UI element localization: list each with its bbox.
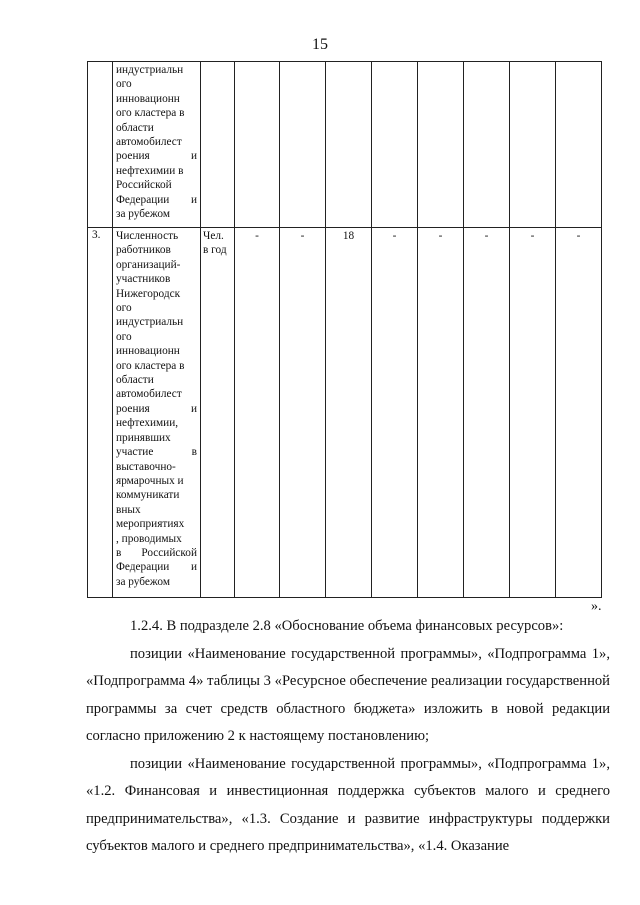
name-line: ого — [116, 78, 132, 91]
name-line: автомобилест — [116, 388, 182, 401]
name-line: Российской — [116, 179, 172, 192]
value-cell — [326, 62, 372, 228]
name-line: области — [116, 121, 154, 134]
value-cell: 18 — [326, 228, 372, 598]
value-cell — [372, 62, 418, 228]
name-line: мероприятиях — [116, 518, 185, 531]
paragraph-2: позиции «Наименование государственной программы», «Подпрограмма 1», «Подпрограмма 4» таблицы 3 «Ресурсное обеспечение реализации государственной программы за счет средств областного бюджета» изложить в новой редакции согласно приложению 2 к настоящему постановлению; — [86, 645, 610, 744]
value-cell — [280, 62, 326, 228]
name-line: в Российской — [116, 546, 197, 559]
name-line: автомобилест — [116, 136, 182, 149]
unit-line: в год — [203, 244, 227, 257]
name-line: за рубежом — [116, 575, 171, 588]
name-line: индустриальн — [116, 316, 184, 329]
name-line: принявших — [116, 431, 171, 444]
value-cell — [510, 62, 556, 228]
name-line: участие в — [116, 446, 197, 459]
value-cell: - — [556, 228, 602, 598]
indicator-name-cell — [113, 228, 201, 598]
row-number-cell — [88, 62, 113, 228]
value-cell — [235, 62, 280, 228]
row-number-cell: 3. — [88, 228, 113, 598]
name-line: индустриальн — [116, 64, 184, 76]
body-text — [86, 613, 610, 861]
name-line: области — [116, 374, 154, 387]
unit-cell — [201, 62, 235, 228]
indicators-table — [87, 61, 602, 598]
table-row-3 — [88, 228, 602, 598]
closing-quote: ». — [591, 599, 602, 614]
table-row-continuation — [88, 62, 602, 228]
name-line: , проводимых — [116, 532, 182, 545]
name-line: Нижегородск — [116, 287, 181, 300]
name-line: организаций- — [116, 258, 181, 271]
name-line: инновационн — [116, 92, 180, 105]
name-line: нефтехимии в — [116, 164, 184, 177]
name-line: выставочно- — [116, 460, 176, 473]
name-line: Федерации и — [116, 561, 197, 574]
value-cell — [418, 62, 464, 228]
name-line: участников — [116, 273, 171, 286]
value-cell: - — [280, 228, 326, 598]
value-cell: - — [510, 228, 556, 598]
name-line: инновационн — [116, 345, 180, 358]
name-line: вных — [116, 503, 141, 516]
value-cell: - — [418, 228, 464, 598]
unit-line: Чел. — [203, 230, 224, 242]
name-line: ого кластера в — [116, 359, 185, 372]
paragraph-3: позиции «Наименование государственной программы», «Подпрограмма 1», «1.2. Финансовая и инвестиционная поддержка субъектов малого и среднего предпринимательства», «1.3. Создание и развитие инфраструктуры поддержки субъектов малого и среднего предпринимательства», «1.4. Оказание — [86, 755, 610, 854]
name-line: за рубежом — [116, 208, 171, 221]
name-line: ярмарочных и — [116, 474, 184, 487]
value-cell: - — [235, 228, 280, 598]
name-line: работников — [116, 244, 171, 257]
page-number: 15 — [312, 36, 328, 53]
value-cell — [556, 62, 602, 228]
name-line: коммуникати — [116, 489, 180, 502]
paragraph-1: 1.2.4. В подразделе 2.8 «Обоснование объема финансовых ресурсов»: — [130, 618, 564, 634]
value-cell: - — [372, 228, 418, 598]
name-line: Численность — [116, 230, 179, 242]
indicator-name-cell — [113, 62, 201, 228]
name-line: ого кластера в — [116, 107, 185, 120]
unit-cell — [201, 228, 235, 598]
name-line: роения и — [116, 402, 197, 415]
name-line: Федерации и — [116, 193, 197, 206]
name-line: ого — [116, 302, 132, 315]
value-cell — [464, 62, 510, 228]
value-cell: - — [464, 228, 510, 598]
name-line: нефтехимии, — [116, 417, 179, 430]
name-line: ого — [116, 330, 132, 343]
name-line: роения и — [116, 150, 197, 163]
